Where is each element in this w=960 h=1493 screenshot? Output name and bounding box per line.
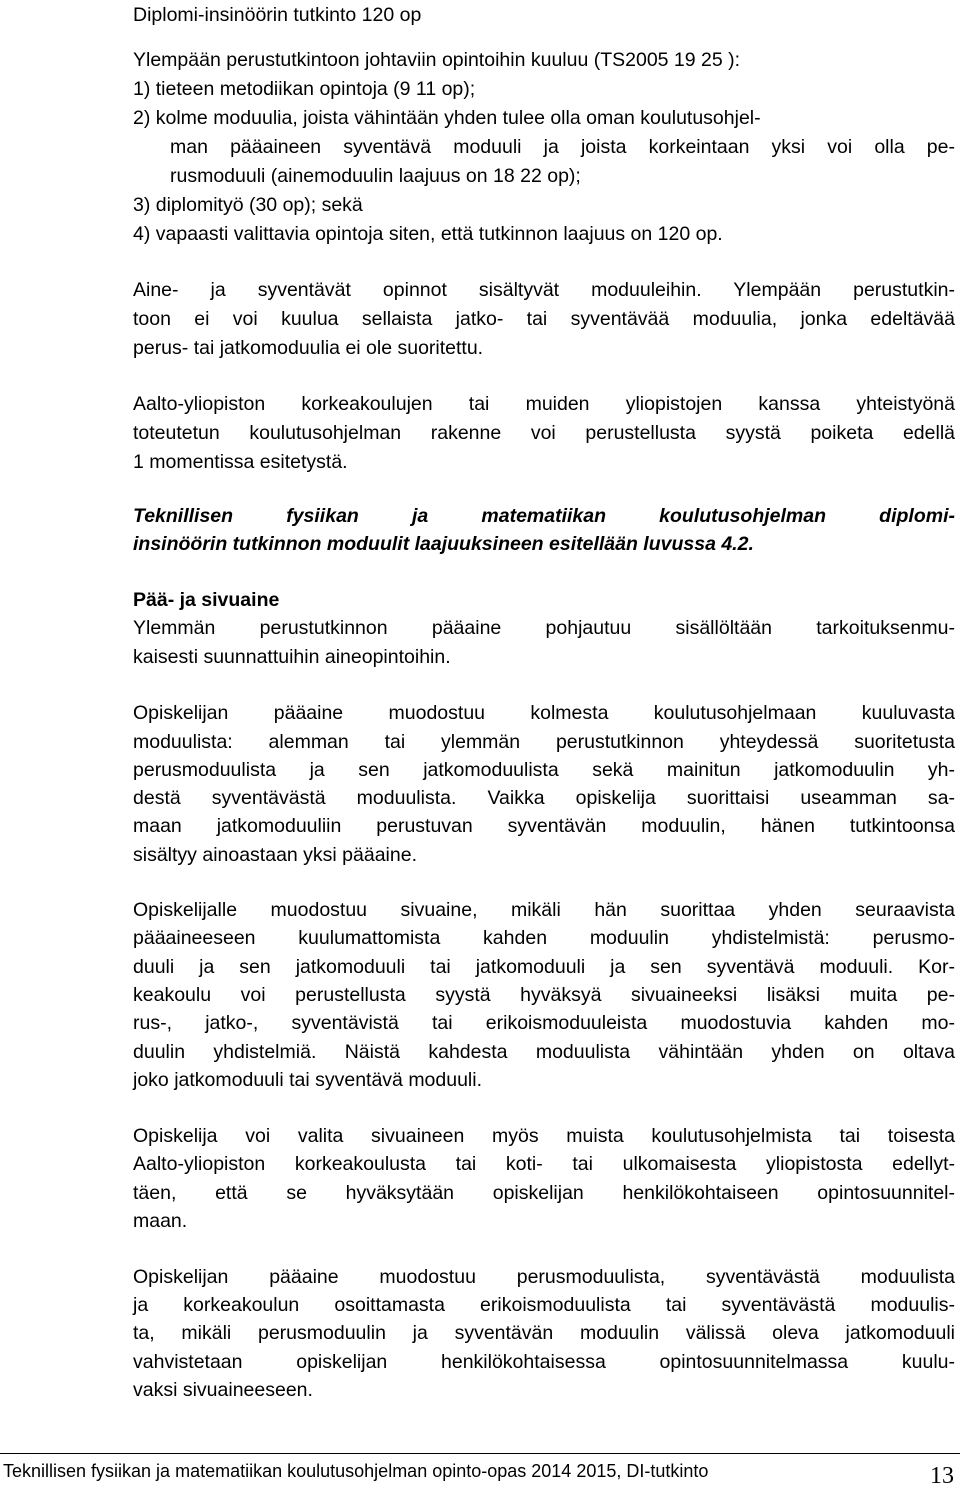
- paragraph-line: maan jatkomoduuliin perustuvan syventävän moduulin, hänen tutkintoonsa: [133, 815, 955, 837]
- paragraph-line: täen, että se hyväksytään opiskelijan henkilökohtaiseen opintosuunnitel-: [133, 1182, 955, 1204]
- paragraph-line: joko jatkomoduuli tai syventävä moduuli.: [133, 1069, 483, 1091]
- paragraph-line: keakoulu voi perustellusta syystä hyväksyä sivuaineeksi lisäksi muita pe-: [133, 984, 955, 1006]
- paragraph-line: maan.: [133, 1210, 188, 1232]
- paragraph-line: Opiskelijan pääaine muodostuu kolmesta koulutusohjelmaan kuuluvasta: [133, 702, 955, 724]
- paragraph-line: Aalto-yliopiston korkeakoulujen tai muiden yliopistojen kanssa yhteistyönä: [133, 393, 955, 415]
- paragraph-line: sisältyy ainoastaan yksi pääaine.: [133, 844, 417, 866]
- footer-divider: [0, 1453, 960, 1454]
- page-heading: Diplomi-insinöörin tutkinto 120 op: [133, 4, 422, 26]
- paragraph-line: duulin yhdistelmiä. Näistä kahdesta moduulista vähintään yhden on oltava: [133, 1041, 955, 1063]
- requirement-item-3: 3) diplomityö (30 op); sekä: [133, 194, 363, 216]
- paragraph-line: 1 momentissa esitetystä.: [133, 451, 348, 473]
- section-subheading: Pää- ja sivuaine: [133, 589, 280, 611]
- paragraph-line: kaisesti suunnattuihin aineopintoihin.: [133, 646, 451, 668]
- paragraph-line: Aine- ja syventävät opinnot sisältyvät moduuleihin. Ylempään perustutkin-: [133, 279, 955, 301]
- paragraph-line: pääaineeseen kuulumattomista kahden moduulin yhdistelmistä: perusmo-: [133, 927, 955, 949]
- paragraph-line: ta, mikäli perusmoduulin ja syventävän moduulin välissä oleva jatkomoduuli: [133, 1322, 955, 1344]
- requirements-lead: Ylempään perustutkintoon johtaviin opintoihin kuuluu (TS2005 19 25 ):: [133, 49, 741, 71]
- paragraph-line: vaksi sivuaineeseen.: [133, 1379, 313, 1401]
- paragraph-line: rus-, jatko-, syventävistä tai erikoismoduuleista muodostuvia kahden mo-: [133, 1012, 955, 1034]
- paragraph-line: Ylemmän perustutkinnon pääaine pohjautuu sisällöltään tarkoituksenmu-: [133, 617, 955, 639]
- paragraph-line: Opiskelijan pääaine muodostuu perusmoduulista, syventävästä moduulista: [133, 1266, 955, 1288]
- page-number: 13: [930, 1463, 954, 1489]
- paragraph-line: Opiskelija voi valita sivuaineen myös muista koulutusohjelmista tai toisesta: [133, 1125, 955, 1147]
- paragraph-line: toteutetun koulutusohjelman rakenne voi perustellusta syystä poiketa edellä: [133, 422, 955, 444]
- paragraph-line: vahvistetaan opiskelijan henkilökohtaisessa opintosuunnitelmassa kuulu-: [133, 1351, 955, 1373]
- paragraph-line: ja korkeakoulun osoittamasta erikoismoduulista tai syventävästä moduulis-: [133, 1294, 955, 1316]
- paragraph-line: duuli ja sen jatkomoduuli tai jatkomoduuli ja sen syventävä moduuli. Kor-: [133, 956, 955, 978]
- paragraph-line: Aalto-yliopiston korkeakoulusta tai koti- tai ulkomaisesta yliopistosta edellyt-: [133, 1153, 955, 1175]
- paragraph-line: moduulista: alemman tai ylemmän perustutkinnon yhteydessä suoritetusta: [133, 731, 955, 753]
- paragraph-line: perus- tai jatkomoduulia ei ole suoritettu.: [133, 337, 484, 359]
- notice-line: insinöörin tutkinnon moduulit laajuuksineen esitellään luvussa 4.2.: [133, 533, 754, 555]
- requirement-item-4: 4) vapaasti valittavia opintoja siten, että tutkinnon laajuus on 120 op.: [133, 223, 723, 245]
- paragraph-line: Opiskelijalle muodostuu sivuaine, mikäli hän suorittaa yhden seuraavista: [133, 899, 955, 921]
- paragraph-line: destä syventävästä moduulista. Vaikka opiskelija suorittaisi useamman sa-: [133, 787, 955, 809]
- paragraph-line: toon ei voi kuulua sellaista jatko- tai syventävää moduulia, jonka edeltävää: [133, 308, 955, 330]
- requirement-item-2: 2) kolme moduulia, joista vähintään yhden tulee olla oman koulutusohjel-: [133, 107, 761, 129]
- requirement-item-2-cont: man pääaineen syventävä moduuli ja joista korkeintaan yksi voi olla pe-: [170, 136, 955, 158]
- requirement-item-2-cont: rusmoduuli (ainemoduulin laajuus on 18 22 op);: [170, 165, 581, 187]
- requirement-item-1: 1) tieteen metodiikan opintoja (9 11 op);: [133, 78, 476, 100]
- footer-title: Teknillisen fysiikan ja matematiikan koulutusohjelman opinto-opas 2014 2015, DI-tutkinto: [3, 1461, 709, 1481]
- paragraph-line: perusmoduulista ja sen jatkomoduulista sekä mainitun jatkomoduulin yh-: [133, 759, 955, 781]
- notice-line: Teknillisen fysiikan ja matematiikan koulutusohjelman diplomi-: [133, 505, 955, 527]
